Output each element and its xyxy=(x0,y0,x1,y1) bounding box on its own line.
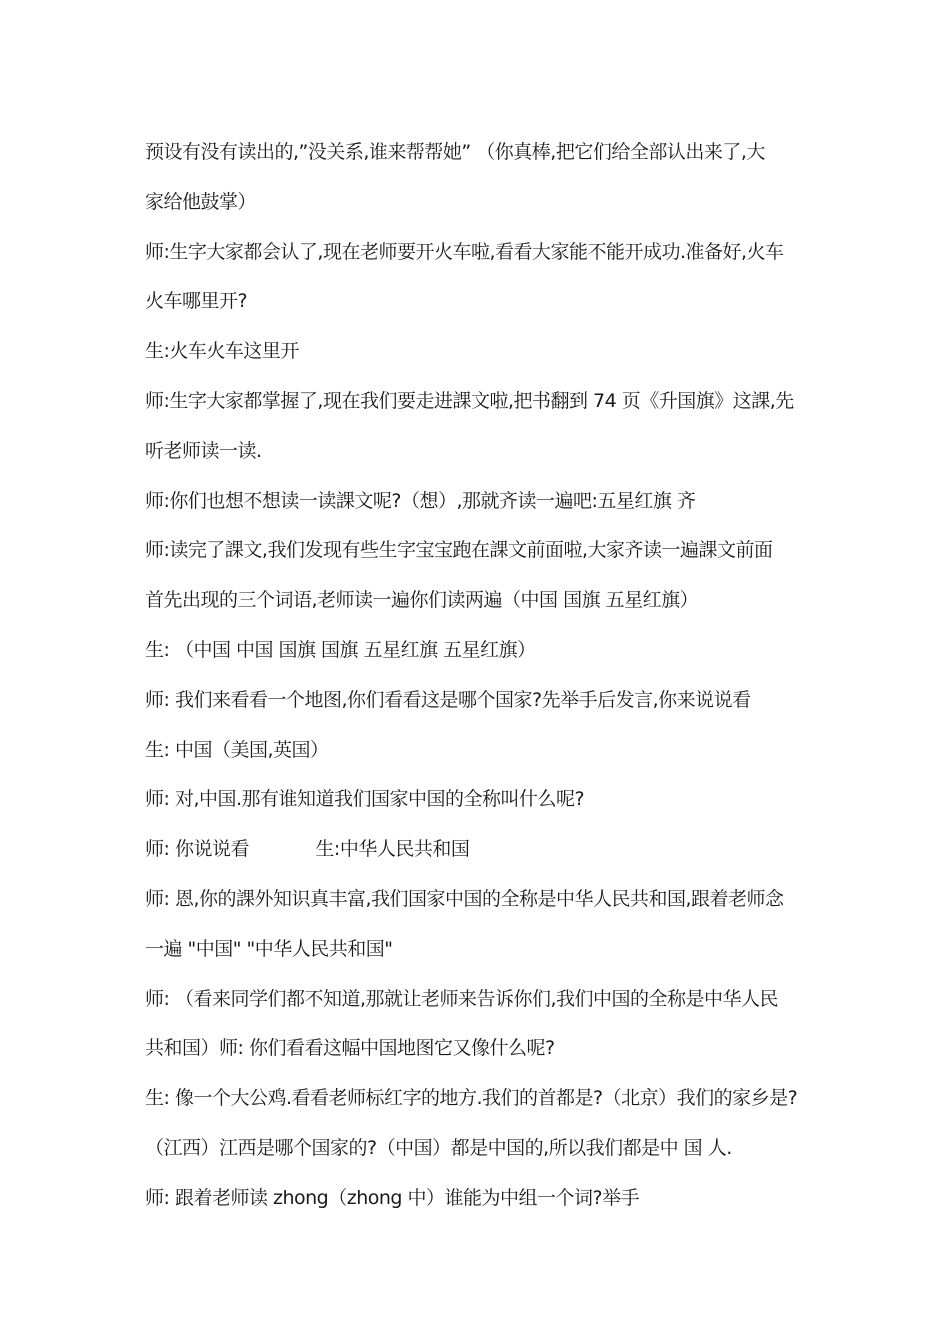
text-line-1: 预设有没有读出的,”没关系,谁来帮帮她” （你真棒,把它们给全部认出来了,大 xyxy=(145,141,765,163)
text-line-16: 师: 恩,你的課外知识真丰富,我们国家中国的全称是中华人民共和国,跟着老师念 xyxy=(145,887,784,910)
text-line-21: （江西）江西是哪个国家的?（中国）都是中国的,所以我们都是中 国 人. xyxy=(145,1136,732,1159)
text-line-6: 师:生字大家都掌握了,现在我们要走进課文啦,把书翻到 74 页《升国旗》这課,先 xyxy=(145,389,794,412)
lesson-transcript xyxy=(145,128,825,1224)
text-line-2: 家给他鼓掌） xyxy=(145,190,257,213)
text-line-13: 生: 中国（美国,英国） xyxy=(145,738,329,761)
text-line-18: 师: （看来同学们都不知道,那就让老师来告诉你们,我们中国的全称是中华人民 xyxy=(145,987,779,1010)
text-line-22: 师: 跟着老师读 zhong（zhong 中）谁能为中组一个词?举手 xyxy=(145,1186,640,1209)
text-line-20: 生: 像一个大公鸡.看看老师标红字的地方.我们的首都是?（北京）我们的家乡是? xyxy=(145,1087,798,1110)
text-line-15: 师: 你说说看 生:中华人民共和国 xyxy=(145,838,470,861)
text-line-9: 师:读完了課文,我们发现有些生字宝宝跑在課文前面啦,大家齐读一遍課文前面 xyxy=(145,539,773,562)
text-line-7: 听老师读一读. xyxy=(145,439,262,462)
text-line-17: 一遍 "中国" "中华人民共和国" xyxy=(145,937,393,960)
text-line-10: 首先出现的三个词语,老师读一遍你们读两遍（中国 国旗 五星红旗） xyxy=(145,589,699,612)
text-line-5: 生:火车火车这里开 xyxy=(145,340,299,363)
text-line-14: 师: 对,中国.那有谁知道我们国家中国的全称叫什么呢? xyxy=(145,788,585,811)
text-line-11: 生: （中国 中国 国旗 国旗 五星红旗 五星红旗） xyxy=(145,638,536,661)
text-line-4: 火车哪里开? xyxy=(145,290,248,313)
text-line-8: 师:你们也想不想读一读課文呢?（想）,那就齐读一遍吧:五星红旗 齐 xyxy=(145,489,696,512)
text-line-19: 共和国）师: 你们看看这幅中国地图它又像什么呢? xyxy=(145,1037,555,1060)
text-line-3: 师:生字大家都会认了,现在老师要开火车啦,看看大家能不能开成功.准备好,火车 xyxy=(145,240,784,263)
text-line-12: 师: 我们来看看一个地图,你们看看这是哪个国家?先举手后发言,你来说说看 xyxy=(145,688,751,711)
